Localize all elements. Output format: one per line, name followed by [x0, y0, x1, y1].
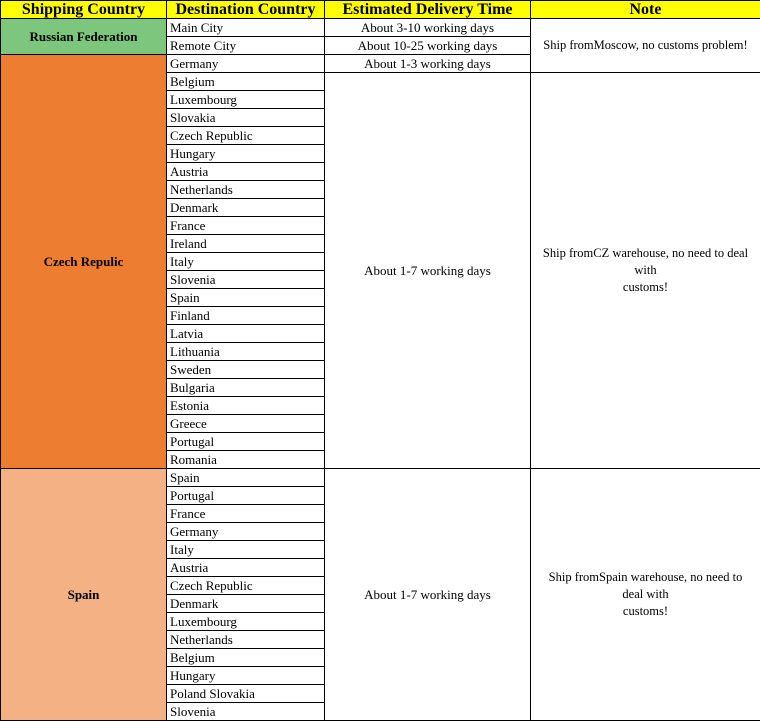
destination-cell: Slovenia	[167, 271, 325, 289]
note-line: with	[534, 262, 757, 279]
destination-cell: Portugal	[167, 487, 325, 505]
destination-cell: Latvia	[167, 325, 325, 343]
header-delivery-time: Estimated Delivery Time	[325, 1, 531, 19]
destination-cell: Italy	[167, 253, 325, 271]
destination-cell: Finland	[167, 307, 325, 325]
note-russia: Ship fromMoscow, no customs problem!	[531, 19, 760, 73]
destination-cell: Sweden	[167, 361, 325, 379]
destination-cell: Czech Republic	[167, 577, 325, 595]
delivery-time-cell: About 10-25 working days	[325, 37, 531, 55]
destination-cell: Remote City	[167, 37, 325, 55]
destination-cell: Hungary	[167, 667, 325, 685]
note-line: customs!	[534, 603, 757, 620]
destination-cell: France	[167, 217, 325, 235]
destination-cell: Slovenia	[167, 703, 325, 721]
destination-cell: Luxembourg	[167, 613, 325, 631]
delivery-time-czech: About 1-7 working days	[325, 73, 531, 469]
note-spain	[531, 469, 760, 721]
destination-cell: Romania	[167, 451, 325, 469]
destination-cell: Spain	[167, 469, 325, 487]
destination-cell: Poland Slovakia	[167, 685, 325, 703]
note-line: customs!	[534, 279, 757, 296]
destination-cell: Germany	[167, 523, 325, 541]
destination-cell: Spain	[167, 289, 325, 307]
header-note: Note	[531, 1, 760, 19]
destination-cell: Czech Republic	[167, 127, 325, 145]
destination-cell: Ireland	[167, 235, 325, 253]
table-row	[1, 469, 760, 487]
destination-cell: Portugal	[167, 433, 325, 451]
note-line: deal with	[534, 586, 757, 603]
destination-cell: Estonia	[167, 397, 325, 415]
destination-cell: Denmark	[167, 595, 325, 613]
destination-cell: Hungary	[167, 145, 325, 163]
destination-cell: Bulgaria	[167, 379, 325, 397]
destination-cell: France	[167, 505, 325, 523]
header-shipping-country: Shipping Country	[1, 1, 167, 19]
delivery-time-spain: About 1-7 working days	[325, 469, 531, 721]
destination-cell: Netherlands	[167, 181, 325, 199]
destination-cell: Belgium	[167, 73, 325, 91]
destination-cell: Germany	[167, 55, 325, 73]
note-czech	[531, 73, 760, 469]
origin-russia: Russian Federation	[1, 19, 167, 55]
destination-cell: Denmark	[167, 199, 325, 217]
header-destination-country: Destination Country	[167, 1, 325, 19]
origin-spain: Spain	[1, 469, 167, 721]
destination-cell: Belgium	[167, 649, 325, 667]
note-line: Ship fromSpain warehouse, no need to	[534, 569, 757, 586]
table-body	[1, 19, 760, 721]
destination-cell: Italy	[167, 541, 325, 559]
destination-cell: Greece	[167, 415, 325, 433]
destination-cell: Main City	[167, 19, 325, 37]
delivery-time-cell: About 3-10 working days	[325, 19, 531, 37]
destination-cell: Lithuania	[167, 343, 325, 361]
note-line: Ship fromCZ warehouse, no need to deal	[534, 245, 757, 262]
destination-cell: Slovakia	[167, 109, 325, 127]
destination-cell: Austria	[167, 559, 325, 577]
delivery-time-cell: About 1-3 working days	[325, 55, 531, 73]
origin-czech: Czech Repulic	[1, 55, 167, 469]
destination-cell: Netherlands	[167, 631, 325, 649]
destination-cell: Austria	[167, 163, 325, 181]
table-row	[1, 19, 760, 37]
header-row	[1, 1, 760, 19]
destination-cell: Luxembourg	[167, 91, 325, 109]
